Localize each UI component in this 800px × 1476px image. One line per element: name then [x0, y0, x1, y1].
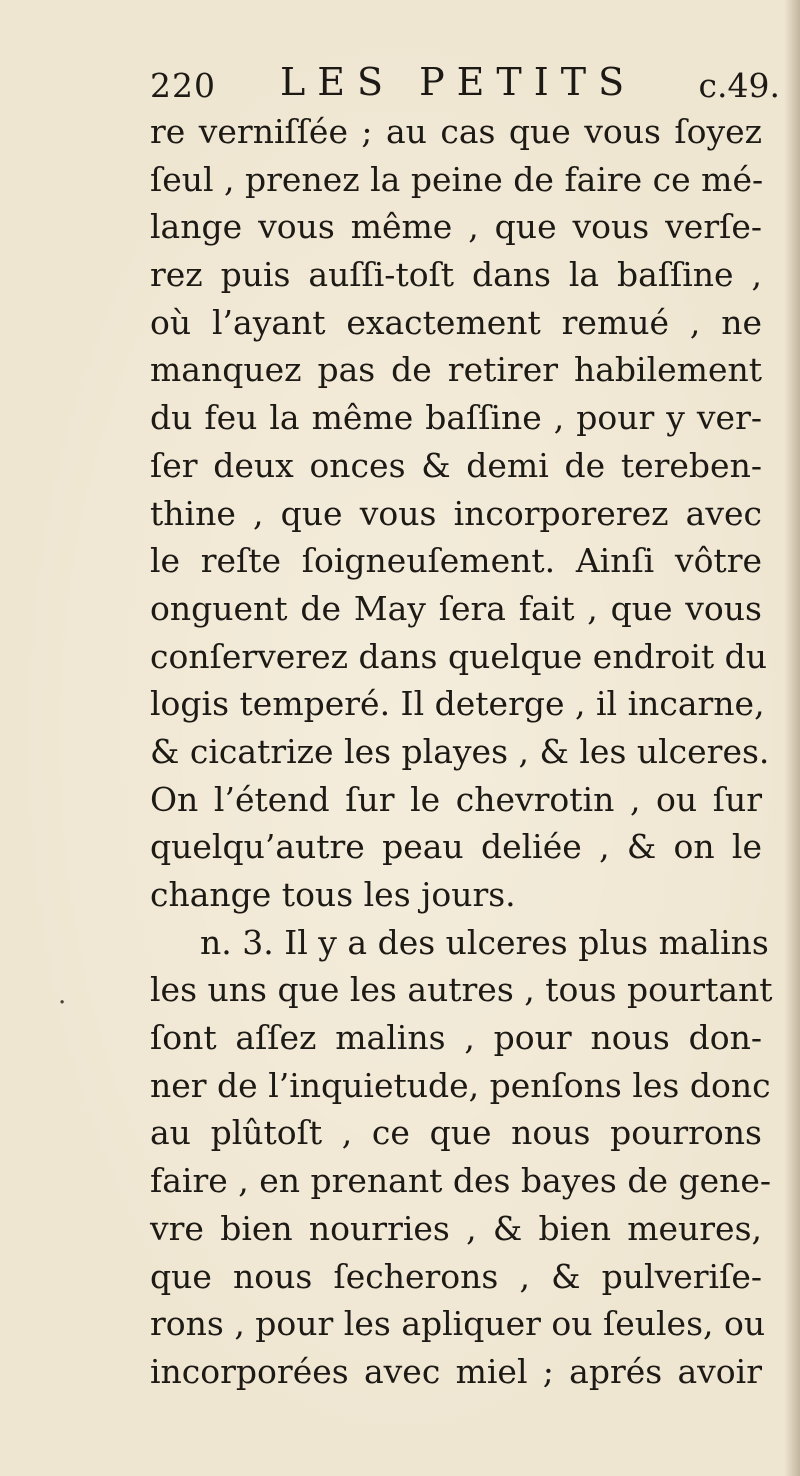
text-line: vre bien nourries , & bien meures, — [150, 1208, 762, 1248]
text-line: quelqu’autre peau deliée , & on le — [150, 827, 762, 867]
text-line: n. 3. Il y a des ulceres plus malins — [200, 922, 769, 962]
text-line: On l’étend ſur le chevrotin , ou ſur — [150, 779, 762, 819]
text-line: thine , que vous incorporerez avec — [150, 493, 762, 533]
text-line: rons , pour les apliquer ou ſeules, ou — [150, 1304, 766, 1344]
running-title: LES PETITS — [280, 60, 637, 104]
text-line: les uns que les autres , tous pourtant — [150, 970, 773, 1010]
chapter-mark: c.49. — [698, 66, 780, 105]
page-number: 220 — [150, 66, 216, 105]
text-line: au plûtoſt , ce que nous pourrons — [150, 1113, 762, 1153]
text-line: le reſte ſoigneuſement. Ainſi vôtre — [150, 541, 762, 581]
text-line: ner de l’inquietude, penſons les donc — [150, 1065, 771, 1105]
text-line: que nous ſecherons , & pulveriſe- — [150, 1256, 762, 1296]
text-line: du feu la même baſſine , pour y ver- — [150, 398, 762, 438]
text-line: re verniſſée ; au cas que vous ſoyez — [150, 112, 762, 151]
text-line: & cicatrize les playes , & les ulceres. — [150, 731, 770, 771]
text-line: manquez pas de retirer habilement — [150, 350, 762, 390]
text-line: incorporées avec miel ; aprés avoir — [150, 1351, 762, 1391]
text-line: où l’ayant exactement remué , ne — [150, 302, 762, 342]
text-line: ſeul , prenez la peine de faire ce mé- — [150, 159, 764, 199]
text-line: lange vous même , que vous verſe- — [150, 207, 762, 247]
page-edge-shadow — [784, 0, 800, 1476]
text-line: ſer deux onces & demi de tereben- — [150, 445, 762, 485]
body-text — [150, 108, 773, 1396]
text-line: conſerverez dans quelque endroit du — [150, 636, 768, 676]
margin-mark: · — [58, 988, 67, 1018]
text-line: onguent de May ſera fait , que vous — [150, 588, 762, 628]
text-line: logis temperé. Il deterge , il incarne, — [150, 684, 765, 724]
text-line: change tous les jours. — [150, 875, 516, 914]
text-line: rez puis auſſi-toſt dans la baſſine , — [150, 255, 762, 295]
text-line: ſont aſſez malins , pour nous don- — [150, 1018, 762, 1058]
page-header — [150, 60, 780, 110]
text-line: faire , en prenant des bayes de gene- — [150, 1161, 772, 1201]
